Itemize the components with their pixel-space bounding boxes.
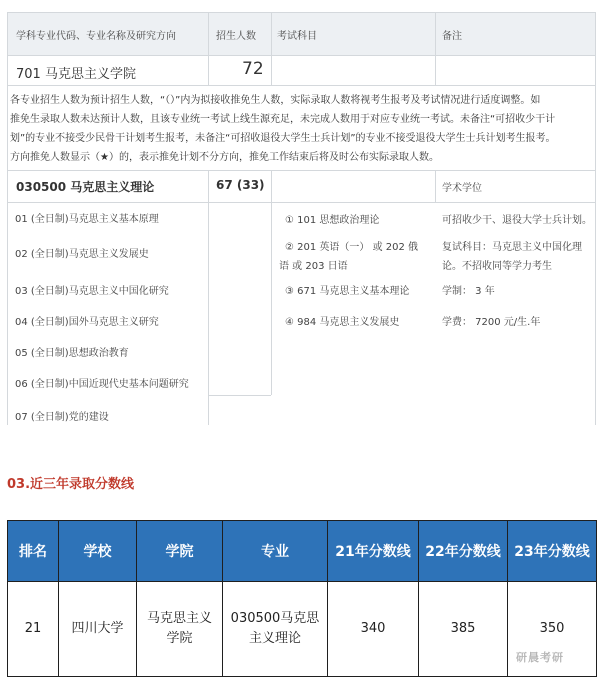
remark-retest-line1: 复试科目：马克思主义中国化理 [442, 242, 582, 253]
header-college: 学院 [137, 521, 223, 582]
exam-101: ① 101 思想政治理论 [285, 215, 380, 226]
grid-line [7, 12, 596, 13]
remark-duration: 学制： 3 年 [442, 286, 495, 297]
major-count: 67 (33) [216, 178, 265, 192]
school-count: 72 [242, 59, 264, 79]
school-name: 701 马克思主义学院 [16, 67, 136, 82]
direction-01: 01 (全日制)马克思主义基本原理 [15, 214, 159, 225]
exam-671: ③ 671 马克思主义基本理论 [285, 286, 410, 297]
header-rank: 排名 [8, 521, 59, 582]
remark-quota: 可招收少干、退役大学士兵计划。 [442, 215, 592, 226]
section-title: 03.近三年录取分数线 [7, 477, 135, 492]
cell-major-line1: 030500马克思 [230, 611, 320, 626]
grid-line [7, 55, 596, 56]
direction-04: 04 (全日制)国外马克思主义研究 [15, 317, 159, 328]
grid-line [271, 12, 272, 85]
direction-03: 03 (全日制)马克思主义中国化研究 [15, 286, 169, 297]
note-line-3: 划”的专业不接受少民骨干计划考生报考，未备注“可招收退役大学生士兵计划”的专业不接受退役大学生士兵计划考生报考。 [10, 133, 556, 144]
grid-line [435, 170, 436, 202]
cell-score-21: 340 [328, 582, 419, 677]
grid-line [7, 202, 596, 203]
note-line-2: 推免生录取人数未达预计人数，且该专业统一考试上线生源充足，未完成人数用于对应专业统一考试。未备注“可招收少干计 [10, 114, 556, 125]
grid-line [208, 170, 209, 425]
major-name: 030500 马克思主义理论 [16, 180, 155, 194]
cell-rank: 21 [8, 582, 59, 677]
note-line-4: 方向推免人数显示（★）的，表示推免计划不分方向，推免工作结束后将及时公布实际录取人数。 [10, 152, 439, 163]
grid-line [435, 12, 436, 85]
header-enrollment: 招生人数 [216, 31, 256, 42]
exam-201-line2: 语 或 203 日语 [279, 261, 348, 272]
header-school: 学校 [59, 521, 137, 582]
header-code-name: 学科专业代码、专业名称及研究方向 [16, 31, 176, 42]
header-score-21: 21年分数线 [328, 521, 419, 582]
direction-06: 06 (全日制)中国近现代史基本问题研究 [15, 379, 189, 390]
grid-line [208, 395, 271, 396]
cell-college-line1: 马克思主义 [146, 611, 212, 626]
major-degree: 学术学位 [442, 183, 482, 194]
direction-02: 02 (全日制)马克思主义发展史 [15, 249, 149, 260]
cell-college-line2: 学院 [166, 631, 193, 646]
cell-major-line2: 主义理论 [248, 631, 301, 646]
cell-score-22: 385 [419, 582, 508, 677]
cell-college [137, 582, 223, 677]
table-row [8, 582, 597, 677]
exam-201-line1: ② 201 英语（一） 或 202 俄 [285, 242, 419, 253]
header-remark: 备注 [442, 31, 462, 42]
cell-score-23: 350 [508, 582, 597, 677]
watermark: 研晨考研 [516, 651, 564, 664]
cell-major [223, 582, 328, 677]
exam-984: ④ 984 马克思主义发展史 [285, 317, 400, 328]
grid-line [7, 170, 596, 171]
grid-line [271, 170, 272, 395]
score-header-row [8, 521, 597, 582]
direction-05: 05 (全日制)思想政治教育 [15, 348, 129, 359]
header-score-23: 23年分数线 [508, 521, 597, 582]
grid-line [7, 85, 596, 86]
score-table [7, 520, 597, 677]
grid-line [208, 12, 209, 85]
remark-tuition: 学费： 7200 元/生.年 [442, 317, 541, 328]
remark-retest-line2: 论。不招收同等学力考生 [442, 261, 552, 272]
grid-line [7, 12, 8, 425]
grid-line [595, 12, 596, 425]
note-line-1: 各专业招生人数为预计招生人数，“（）”内为拟接收推免生人数，实际录取人数将视考生报考及考试情况进行适度调整。如 [10, 95, 541, 106]
header-major: 专业 [223, 521, 328, 582]
header-score-22: 22年分数线 [419, 521, 508, 582]
direction-07: 07 (全日制)党的建设 [15, 412, 109, 423]
cell-school: 四川大学 [59, 582, 137, 677]
header-exam: 考试科目 [277, 31, 317, 42]
